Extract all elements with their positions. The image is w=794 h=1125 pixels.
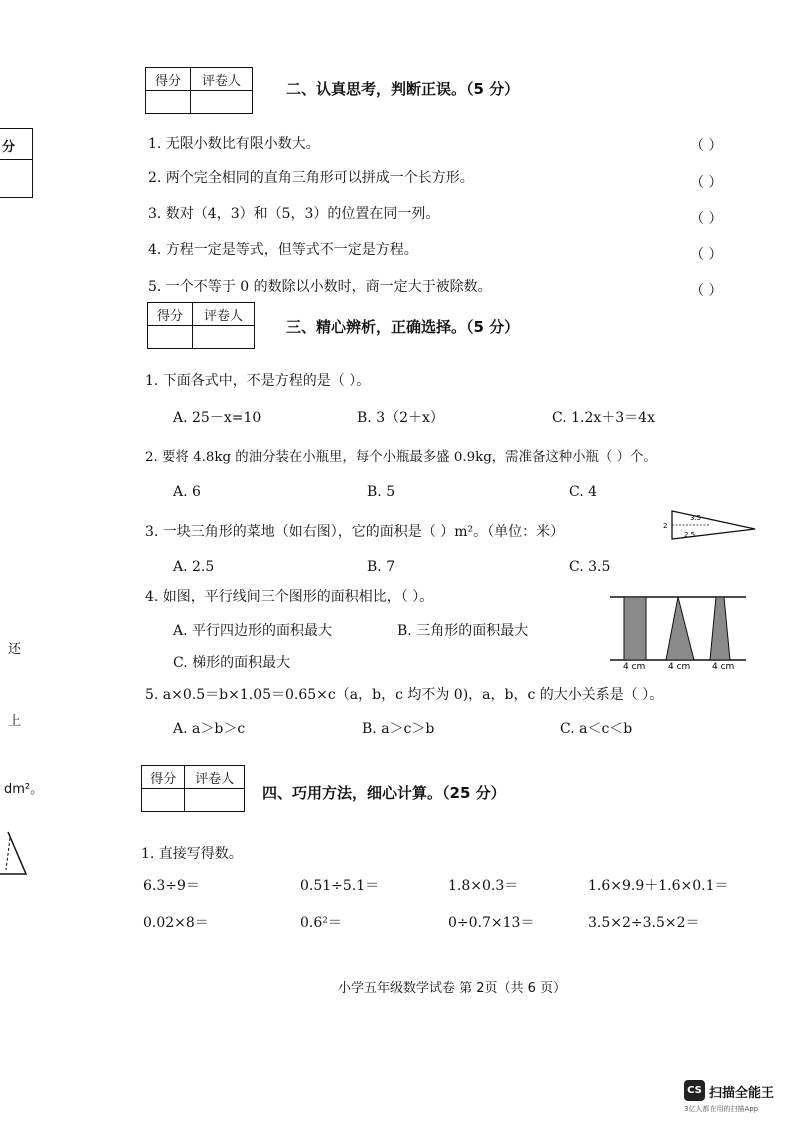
calc-item-6[interactable]: 0.6²＝ [300,915,342,931]
scanner-logo-icon: CS [684,1080,705,1101]
judge-question-2: 2. 两个完全相同的直角三角形可以拼成一个长方形。 [148,170,474,186]
choice-5-option-b[interactable]: B. a＞c＞b [362,721,435,737]
parallel-lines-figure [610,592,750,672]
left-edge-text-3: dm²。 [4,782,44,797]
section-4-title: 四、巧用方法，细心计算。（25 分） [262,784,506,802]
scanner-subtitle: 3亿人都在用的扫描App [684,1105,759,1113]
calc-item-2[interactable]: 0.51÷5.1＝ [300,878,380,894]
score-box-label: 得分 [142,766,185,789]
judge-question-5: 5. 一个不等于 0 的数除以小数时，商一定大于被除数。 [148,279,492,295]
grader-cell [191,91,253,114]
choice-4-option-b[interactable]: B. 三角形的面积最大 [397,623,529,639]
choice-4-option-a[interactable]: A. 平行四边形的面积最大 [173,623,333,639]
judge-answer-1[interactable]: （ ） [690,138,723,154]
choice-1-option-c[interactable]: C. 1.2x＋3＝4x [552,410,655,426]
left-edge-score-text: 分 [2,140,16,155]
left-edge-figure [0,830,30,880]
calc-item-1[interactable]: 6.3÷9＝ [143,878,200,894]
figure-label-3: 4 cm [712,662,735,672]
choice-question-2: 2. 要将 4.8kg 的油分装在小瓶里，每个小瓶最多盛 0.9kg，需准备这种小瓶（ ）个。 [145,450,657,465]
grader-cell [185,789,245,812]
score-box-section-2 [145,67,253,114]
choice-2-option-c[interactable]: C. 4 [569,484,598,500]
judge-question-1: 1. 无限小数比有限小数大。 [148,136,320,152]
choice-question-3: 3. 一块三角形的菜地（如右图），它的面积是（ ）m²。（单位：米） [145,524,565,540]
choice-3-option-a[interactable]: A. 2.5 [173,559,215,575]
grader-cell [193,326,255,349]
calc-item-3[interactable]: 1.8×0.3＝ [448,878,519,894]
score-box-section-4 [141,765,245,812]
choice-5-option-c[interactable]: C. a＜c＜b [560,721,633,737]
grader-box-label: 评卷人 [191,68,253,91]
score-cell [148,326,193,349]
judge-answer-2[interactable]: （ ） [690,175,723,191]
judge-answer-4[interactable]: （ ） [690,247,723,263]
choice-3-option-b[interactable]: B. 7 [367,559,396,575]
score-cell [142,789,185,812]
choice-4-option-c[interactable]: C. 梯形的面积最大 [173,655,291,671]
score-box-label: 得分 [148,303,193,326]
score-cell [146,91,191,114]
score-box-section-3 [147,302,255,349]
triangle-label-side: 2 [663,522,668,530]
judge-question-3: 3. 数对（4，3）和（5，3）的位置在同一列。 [148,206,440,222]
trapezoid-shape [710,597,730,660]
choice-2-option-a[interactable]: A. 6 [173,484,201,500]
scanner-brand: 扫描全能王 [709,1086,775,1101]
calc-item-4[interactable]: 1.6×9.9＋1.6×0.1＝ [588,878,729,894]
calc-item-7[interactable]: 0÷0.7×13＝ [448,915,535,931]
left-edge-score-box [0,128,33,198]
left-edge-text-2: 上 [8,714,22,729]
score-box-label: 得分 [146,68,191,91]
grader-box-label: 评卷人 [193,303,255,326]
triangle-label-top: 3.5 [690,514,702,522]
page-footer: 小学五年级数学试卷 第 2页（共 6 页） [338,981,567,996]
triangle-figure [660,505,760,545]
calc-item-5[interactable]: 0.02×8＝ [143,915,209,931]
scanner-watermark [684,1080,784,1116]
choice-5-option-a[interactable]: A. a＞b＞c [173,721,246,737]
triangle-label-inner: 2.5 [684,531,696,539]
grader-box-label: 评卷人 [185,766,245,789]
left-edge-text-1: 还 [8,642,22,657]
figure-label-1: 4 cm [623,662,646,672]
figure-label-2: 4 cm [668,662,691,672]
calc-item-8[interactable]: 3.5×2÷3.5×2＝ [588,915,700,931]
judge-question-4: 4. 方程一定是等式，但等式不一定是方程。 [148,242,418,258]
choice-3-option-c[interactable]: C. 3.5 [569,559,611,575]
choice-question-4: 4. 如图，平行线间三个图形的面积相比，（ ）。 [145,589,434,605]
choice-2-option-b[interactable]: B. 5 [367,484,396,500]
judge-answer-5[interactable]: （ ） [690,283,723,299]
judge-answer-3[interactable]: （ ） [690,211,723,227]
choice-1-option-b[interactable]: B. 3（2＋x） [357,410,444,426]
parallelogram-shape [624,597,646,660]
choice-question-5: 5. a×0.5＝b×1.05＝0.65×c（a，b，c 均不为 0)，a，b，c 的大小关系是（ ）。 [145,687,664,703]
left-edge-score-divider [0,159,32,160]
section-2-title: 二、认真思考，判断正误。（5 分） [286,80,520,98]
triangle-shape [666,597,694,660]
choice-1-option-a[interactable]: A. 25－x=10 [173,410,262,426]
section-3-title: 三、精心辨析，正确选择。（5 分） [286,318,520,336]
choice-question-1: 1. 下面各式中，不是方程的是（ ）。 [145,373,371,389]
calc-intro: 1. 直接写得数。 [141,846,243,862]
